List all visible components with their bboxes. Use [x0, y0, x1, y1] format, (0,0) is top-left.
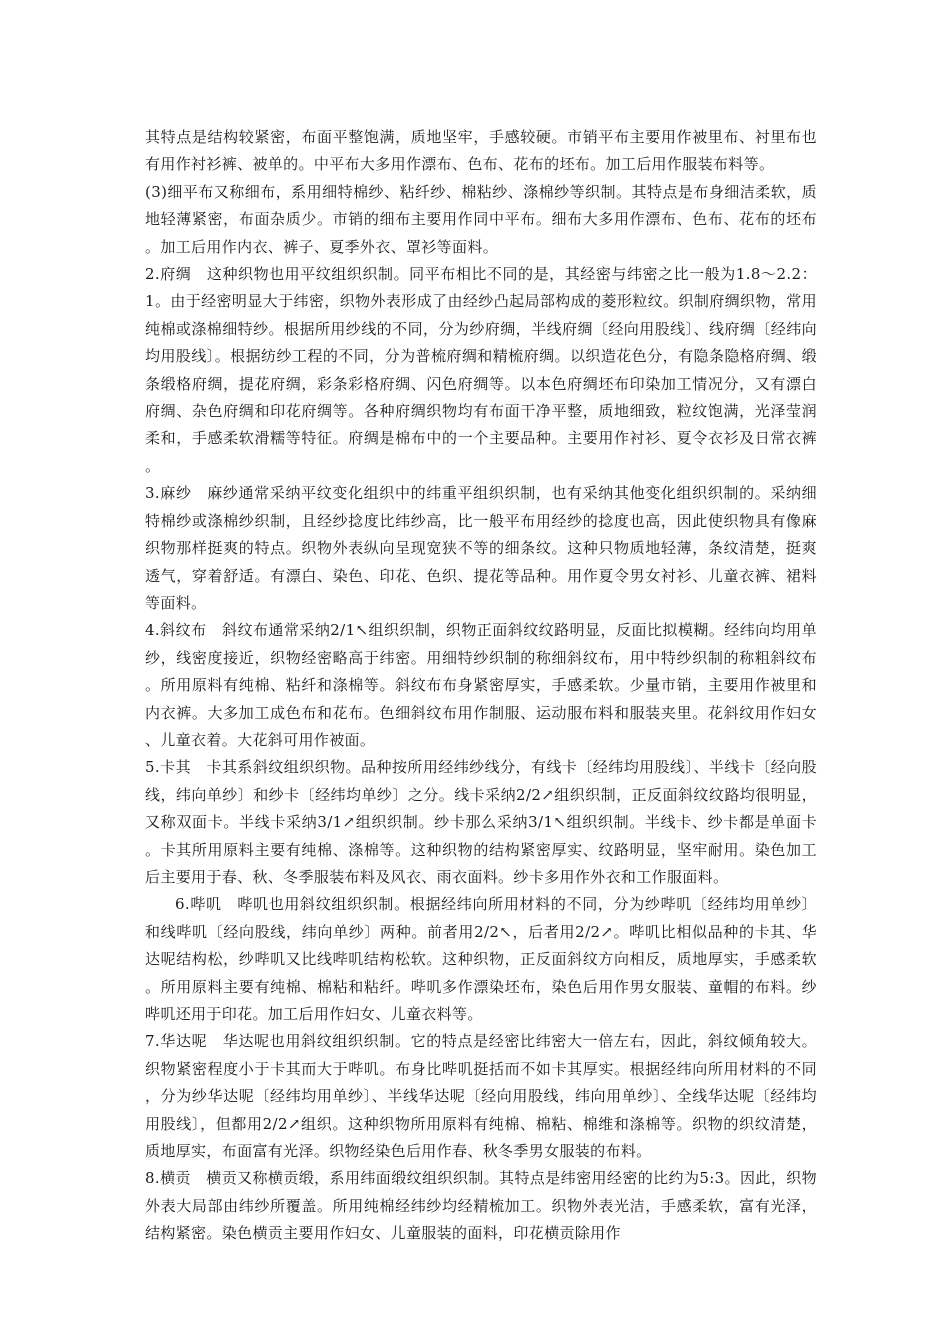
- paragraph-poplin: 2.府绸 这种织物也用平纹组织织制。同平布相比不同的是，其经密与纬密之比一般为1.8～2.2：1。由于经密明显大于纬密，织物外表形成了由经纱凸起局部构成的菱形粒纹。织制府绸织物，常用纯棉或涤棉细特纱。根据所用纱线的不同，分为纱府绸，半线府绸〔经向用股线〕、线府绸〔经纬向均用股线〕。根据纺纱工程的不同，分为普梳府绸和精梳府绸。以织造花色分，有隐条隐格府绸、缎条缎格府绸，提花府绸，彩条彩格府绸、闪色府绸等。以本色府绸坯布印染加工情况分，又有漂白府绸、杂色府绸和印花府绸等。各种府绸织物均有布面干净平整，质地细致，粒纹饱满，光泽莹润柔和，手感柔软滑糯等特征。府绸是棉布中的一个主要品种。主要用作衬衫、夏令衣衫及日常衣裤。: [145, 265, 817, 475]
- paragraph-drill: 4.斜纹布 斜纹布通常采纳2/1↖组织织制，织物正面斜纹纹路明显，反面比拟模糊。经纬向均用单纱，线密度接近，织物经密略高于纬密。用细特纱织制的称细斜纹布，用中特纱织制的称粗斜纹布。所用原料有纯棉、粘纤和涤棉等。斜纹布布身紧密厚实，手感柔软。少量市销，主要用作被里和内衣裤。大多加工成色布和花布。色细斜纹布用作制服、运动服布料和服装夹里。花斜纹用作妇女、儿童衣着。大花斜可用作被面。: [145, 621, 817, 749]
- paragraph-khaki: 5.卡其 卡其系斜纹组织织物。品种按所用经纬纱线分，有线卡〔经纬均用股线〕、半线卡〔经向股线，纬向单纱〕和纱卡〔经纬均单纱〕之分。线卡采纳2/2↗组织织制，正反面斜纹纹路均很明显，又称双面卡。半线卡采纳3/1↗组织织制。纱卡那么采纳3/1↖组织织制。半线卡、纱卡都是单面卡。卡其所用原料主要有纯棉、涤棉等。这种织物的结构紧密厚实、纹路明显，坚牢耐用。染色加工后主要用于春、秋、冬季服装布料及风衣、雨衣面料。纱卡多用作外衣和工作服面料。: [145, 758, 817, 886]
- paragraph-fine-cloth: (3)细平布又称细布，系用细特棉纱、粘纤纱、棉粘纱、涤棉纱等织制。其特点是布身细洁柔软，质地轻薄紧密，布面杂质少。市销的细布主要用作同中平布。细布大多用作漂布、色布、花布的坯布。加工后用作内衣、裤子、夏季外衣、罩衫等面料。: [145, 182, 817, 256]
- paragraph-gabardine: 7.华达呢 华达呢也用斜纹组织织制。它的特点是经密比纬密大一倍左右，因此，斜纹倾角较大。织物紧密程度小于卡其而大于哔叽。布身比哔叽挺括而不如卡其厚实。根据经纬向所用材料的不同，分为纱华达呢〔经纬均用单纱〕、半线华达呢〔经向用股线，纬向用单纱〕、全线华达呢〔经纬均用股线〕，但都用2/2↗组织。这种织物所用原料有纯棉、棉粘、棉维和涤棉等。织物的织纹清楚，质地厚实，布面富有光泽。织物经染色后用作春、秋冬季男女服装的布料。: [145, 1032, 817, 1161]
- paragraph-sateen: 8.横贡 横贡又称横贡缎，系用纬面缎纹组织织制。其特点是纬密用经密的比约为5:3。因此，织物外表大局部由纬纱所覆盖。所用纯棉经纬纱均经精梳加工。织物外表光洁，手感柔软，富有光泽，结构紧密。染色横贡主要用作妇女、儿童服装的面料，印花横贡除用作: [145, 1169, 817, 1243]
- paragraph-plain-cloth-continued: 其特点是结构较紧密，布面平整饱满，质地坚牢，手感较硬。市销平布主要用作被里布、衬里布也有用作衬衫裤、被单的。中平布大多用作漂布、色布、花布的坯布。加工后用作服装布料等。: [145, 128, 817, 174]
- document-page: [145, 124, 817, 1248]
- paragraph-serge: 6.哔叽 哔叽也用斜纹组织织制。根据经纬向所用材料的不同，分为纱哔叽〔经纬均用单纱〕和线哔叽〔经向股线，纬向单纱〕两种。前者用2/2↖，后者用2/2↗。哔叽比相似品种的卡其、华达呢结构松，纱哔叽又比线哔叽结构松软。这种织物，正反面斜纹方向相反，质地厚实，手感柔软。所用原料主要有纯棉、棉粘和粘纤。哔叽多作漂染坯布，染色后用作男女服装、童帽的布料。纱哔叽还用于印花。加工后用作妇女、儿童衣料等。: [145, 895, 817, 1023]
- paragraph-dimity: 3.麻纱 麻纱通常采纳平纹变化组织中的纬重平组织织制，也有采纳其他变化组织织制的。采纳细特棉纱或涤棉纱织制，且经纱捻度比纬纱高，比一般平布用经纱的捻度也高，因此使织物具有像麻织物那样挺爽的特点。织物外表纵向呈现宽狭不等的细条纹。这种只物质地轻薄，条纹清楚，挺爽透气，穿着舒适。有漂白、染色、印花、色织、提花等品种。用作夏令男女衬衫、儿童衣裤、裙料等面料。: [145, 484, 817, 612]
